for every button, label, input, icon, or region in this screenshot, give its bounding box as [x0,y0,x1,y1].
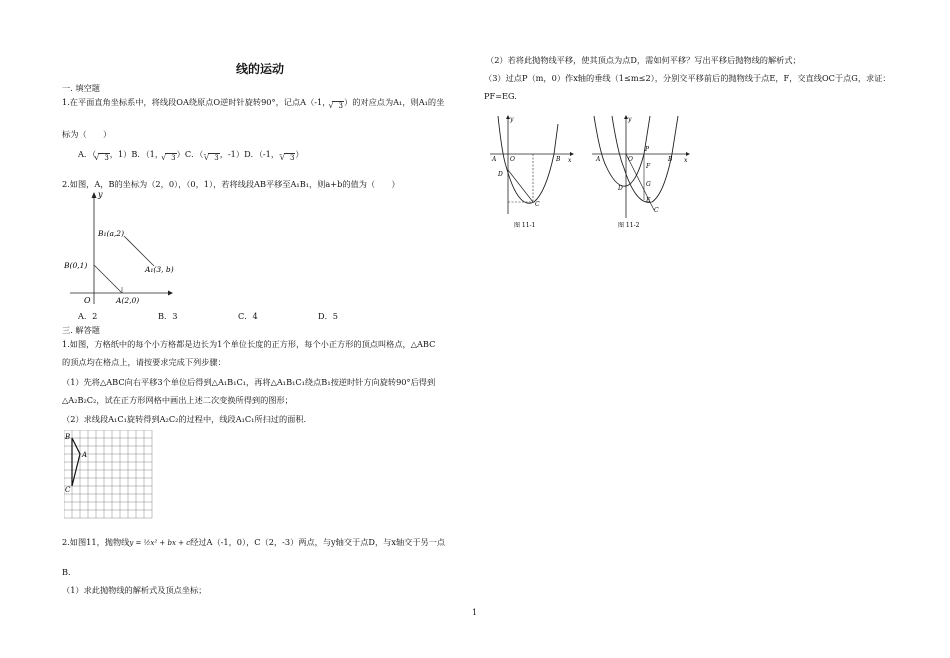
segment-ab [94,265,122,293]
problem-2-line-2: B. [62,567,71,577]
grid-lines [64,430,152,518]
problem-1-line-1: 1.如图，方格纸中的每个小方格都是边长为1个单位长度的正方形，每个小正方形的顶点叫格点，△ABC [62,339,436,349]
page-title: 线的运动 [236,62,285,76]
svg-text:B: B [668,156,673,163]
section-heading-fill: 一. 填空题 [62,83,100,93]
figure-11-1 [488,114,578,234]
problem-1-line-5: （2）求线段A₁C₁旋转得到A₂C₂的过程中，线段A₁C₁所扫过的面积. [62,414,307,424]
y-label: y [98,190,103,199]
square-grid-figure [64,430,164,522]
fig1-line-oc [508,170,533,202]
svg-text:y: y [510,116,514,123]
fig1-parabola [498,116,558,203]
problem-2-q1: （1）求此抛物线的解析式及顶点坐标； [62,585,207,595]
svg-text:P: P [645,146,650,153]
question-1-line-1: 1.在平面直角坐标系中，将线段OA绕原点O逆时针旋转90°，记点A（-1，√ 3）的对应点为A₁，则A₁的坐 [62,96,444,110]
grid-label-b: B [65,433,71,441]
svg-text:D: D [498,171,503,178]
question-2-text: 2.如图，A，B的坐标为（2，0），（0，1），若将线段AB平移至A₁B₁，则a+b的值为（ ） [62,179,400,189]
svg-text:C: C [535,201,540,208]
point-a-label: A(2,0) [116,296,140,305]
segment-a1b1 [124,236,154,266]
grid-label-c: C [65,486,71,494]
problem-1-line-3: （1）先将△ABC向右平移3个单位后得到△A₁B₁C₁，再将△A₁B₁C₁绕点B₁按逆时针方向旋转90°后得到 [62,377,436,387]
fig2-translated-parabola [594,116,650,186]
sqrt-symbol: √ 3 [332,101,344,110]
grid-label-a: A [82,451,88,459]
section-heading-answer: 三. 解答题 [62,325,100,335]
page-number: 1 [472,608,478,617]
point-b1-label: B₁(a,2) [98,229,124,238]
problem-2-line-1: 2.如图11，抛物线y = ½x² + bx + c经过A（-1，0），C（2，-3）两点，与y轴交于点D，与x轴交于另一点 [62,537,446,547]
question-1-line-2: 标为（ ） [62,129,112,139]
question-1-options: A．（√ 3，1）B．（1，√ 3）C．（-√ 3，-1）D．（-1，-√ 3） [78,148,304,162]
svg-text:D: D [618,185,623,192]
right-question-2: （2）若将此抛物线平移，使其顶点为点D，需如何平移？写出平移后抛物线的解析式； [486,55,801,65]
formula: y = ½x² + bx + c [129,539,191,547]
point-a1-label: A₁(3, b) [145,265,174,274]
svg-text:A: A [596,156,601,163]
point-b-label: B(0,1) [64,261,88,270]
svg-text:B: B [556,156,561,163]
right-question-3-line-1: （3）过点P（m，0）作x轴的垂线（1≤m≤2），分别交平移前后的抛物线于点E，F，交直线OC于点G，求证： [484,73,891,83]
svg-text:y: y [628,116,632,123]
fig2-caption: 图 11-2 [618,222,640,229]
x-axis-arrow-icon [168,291,173,296]
svg-text:O: O [510,156,515,163]
document-page: 线的运动 一. 填空题 1.在平面直角坐标系中，将线段OA绕原点O逆时针旋转90°，记点A（-1，√ 3）的对应点为A₁，则A₁的坐 标为（ ） A．（√ 3，1）B．（1，√ 3）C．（-√ 3，-1）D．（-1，-√ 3） 2.如图，A，B的坐标为（2，0），（0，1），若将线段AB平移至A₁B₁，则a+b的值为（ ） y O B(0,1) A(2,0) B₁(a,2) A₁(3, b) A．2 B．3 C．4 D．5 三. 解答题 1.如图，方格纸中的每个小方格都是边长为1个单位长度的正方形，每个小正方形的顶点叫格点，△ABC 的顶点均在格点上，请按要求完成下列步骤： （1）先将△ABC向右平移3个单位后得到△A₁B₁C₁，再将△A₁B₁C₁绕点B₁按逆时针方向旋转90°后得到 △A₂B₂C₂，试在正方形网格中画出上述二次变换所得到的图形； （2）求线段A₁C₁旋转得到A₂C₂的过程中，线段A₁C₁所扫过的面积. B A C 2.如图11，抛物线y = ½x² + bx + c经过A（-1，0），C（2，-3）两点，与y轴交于点D，与x轴交于另一点 B. （1）求此抛物线的解析式及顶点坐标； （2）若将此抛物线平移，使其顶点为点D，需如何平移？写出平移后抛物线的解析式； （3）过点P（m，0）作x轴的垂线（1≤m≤2），分别交平移前后的抛物线于点E，F，交直线OC于点G，求证： PF=EG. y x A O B D C 图 11-1 y x A O P B F D G E C 图 11-2 1 [0,0,950,658]
y-axis-arrow-icon [92,192,97,198]
svg-text:F: F [646,163,651,170]
svg-text:A: A [492,156,497,163]
svg-text:C: C [654,207,659,214]
svg-text:x: x [568,157,572,164]
svg-text:E: E [646,197,651,204]
origin-label: O [84,296,91,305]
q2-coordinate-figure [60,186,180,306]
problem-1-line-2: 的顶点均在格点上，请按要求完成下列步骤： [62,357,226,367]
figure-11-2 [590,114,694,234]
svg-text:G: G [646,181,651,188]
right-question-3-line-2: PF=EG. [484,91,517,101]
problem-1-line-4: △A₂B₂C₂，试在正方形网格中画出上述二次变换所得到的图形； [62,395,293,405]
fig1-caption: 图 11-1 [514,222,536,229]
svg-text:O: O [628,156,633,163]
svg-text:x: x [684,157,688,164]
